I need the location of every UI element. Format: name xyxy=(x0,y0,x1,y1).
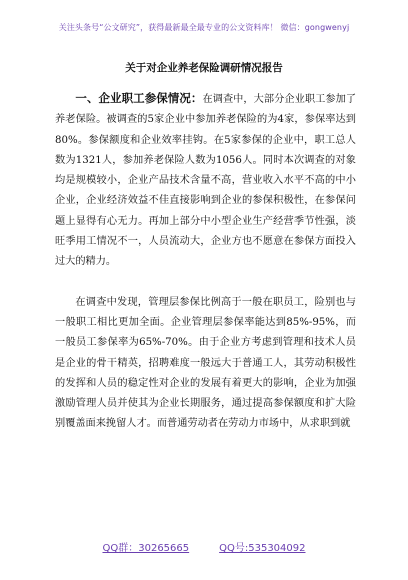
document-title: 关于对企业养老保险调研情况报告 xyxy=(125,62,283,74)
paragraph-2: 在调查中发现，管理层参保比例高于一般在职员工，险别也与一般职工相比更加全面。企业管理层参保率能达到85%-95%，而一般员工参保率为65%-70%。由于企业方考虑到管理和技术人员是企业的骨干精英，招聘难度一般远大于普通工人，其劳动积极性的发挥和人员的稳定性对企业的发展有着更大的影响，企业为加强激励管理人员并使其为企业长期服务，通过提高参保额度和扩大险别覆盖面来挽留人才。而普通劳动者在劳动力市场中，从求职到就 xyxy=(55,296,356,430)
qq-number-link[interactable]: QQ号:535304092 xyxy=(219,543,306,554)
page-footer xyxy=(0,539,408,554)
qq-group-link[interactable]: QQ群：30265665 xyxy=(102,543,190,554)
section-1-heading: 一、企业职工参保情况： xyxy=(75,91,203,105)
page-header-banner: 关注头条号“公文研究”，获得最新最全最专业的公文资料库！ 微信：gongwenyj xyxy=(58,23,350,32)
paragraph-section-1 xyxy=(55,88,356,273)
section-1-text: 在调查中，大部分企业职工参加了养老保险。被调查的5家企业中参加养老保险的为4家，参保率达到80%。参保额度和企业效率挂钩。在5家参保的企业中，职工总人数为1321人，参加养老保险人数为1056人。同时本次调查的对象均是规模较小，企业产品技术含量不高，营业收入水平不高的中小企业，企业经济效益不佳直接影响到企业的参保积极性，在参保问题上显得有心无力。再加上部分中小型企业生产经营季节性强，淡旺季用工情况不一，人员流动大，企业方也不愿意在参保方面投入过大的精力。 xyxy=(55,94,357,268)
document-body xyxy=(55,88,356,435)
